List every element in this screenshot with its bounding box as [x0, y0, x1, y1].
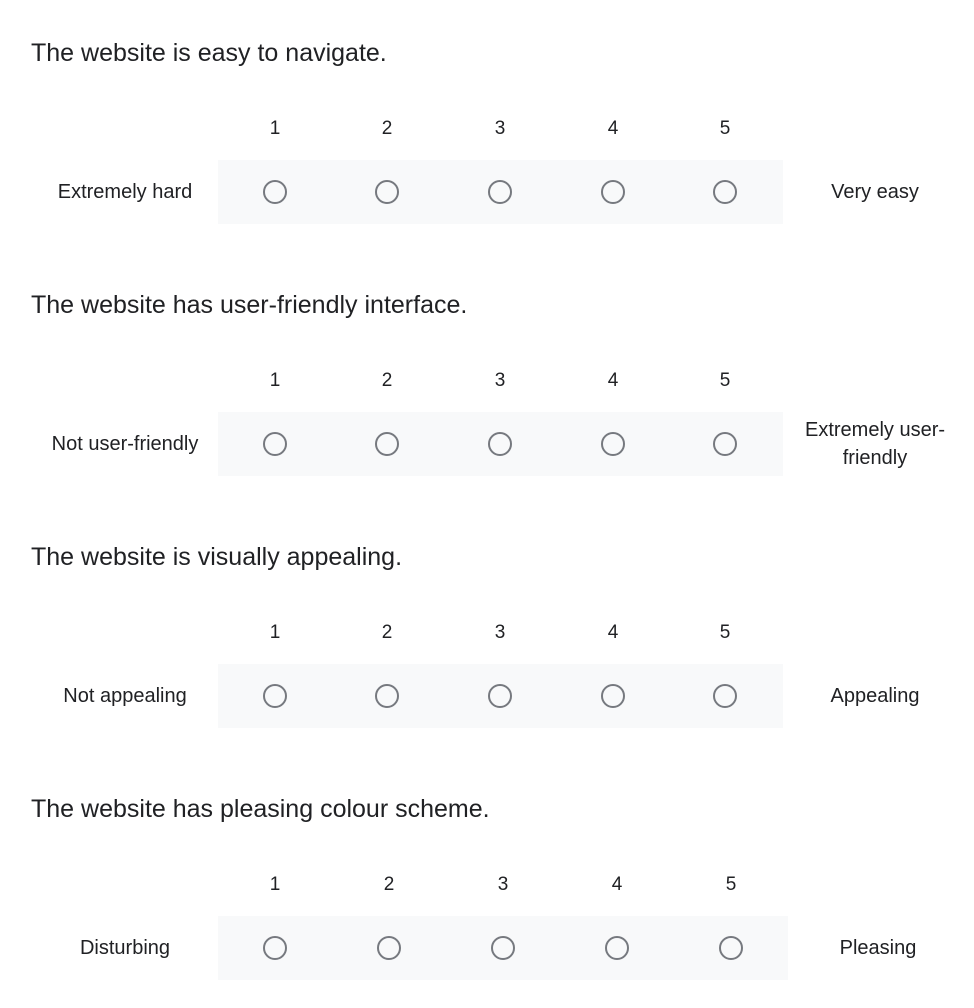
radio-option-3[interactable] — [488, 684, 512, 708]
radio-option-5[interactable] — [713, 684, 737, 708]
scale-number: 1 — [269, 622, 281, 643]
high-end-label: Very easy — [831, 181, 919, 203]
scale-number: 1 — [269, 118, 281, 139]
radio-option-2[interactable] — [375, 180, 399, 204]
scale-number: 4 — [607, 118, 619, 139]
question-title: The website has pleasing colour scheme. — [31, 795, 490, 823]
scale-number: 3 — [494, 118, 506, 139]
scale-number: 1 — [269, 874, 281, 895]
scale-number: 3 — [497, 874, 509, 895]
radio-option-4[interactable] — [601, 432, 625, 456]
radio-option-4[interactable] — [601, 180, 625, 204]
radio-option-1[interactable] — [263, 936, 287, 960]
scale-number: 4 — [611, 874, 623, 895]
question-pleasing-colour-scheme — [0, 756, 974, 1008]
scale-number: 1 — [269, 370, 281, 391]
radio-option-1[interactable] — [263, 684, 287, 708]
scale-number: 4 — [607, 370, 619, 391]
high-end-label: Extremely user-friendly — [804, 419, 946, 469]
radio-option-5[interactable] — [713, 432, 737, 456]
question-visually-appealing — [0, 504, 974, 756]
scale-number: 3 — [494, 622, 506, 643]
question-user-friendly-interface — [0, 252, 974, 504]
radio-option-2[interactable] — [375, 432, 399, 456]
scale-number: 2 — [383, 874, 395, 895]
radio-option-1[interactable] — [263, 180, 287, 204]
scale-number: 2 — [381, 622, 393, 643]
scale-number: 2 — [381, 118, 393, 139]
scale-number: 3 — [494, 370, 506, 391]
question-title: The website has user-friendly interface. — [31, 291, 468, 319]
question-title: The website is easy to navigate. — [31, 39, 387, 67]
radio-option-5[interactable] — [713, 180, 737, 204]
radio-option-2[interactable] — [377, 936, 401, 960]
low-end-label: Disturbing — [79, 937, 171, 959]
low-end-label: Not appealing — [63, 685, 187, 707]
scale-number: 5 — [719, 370, 731, 391]
radio-option-4[interactable] — [605, 936, 629, 960]
question-title: The website is visually appealing. — [31, 543, 403, 571]
scale-number: 5 — [725, 874, 737, 895]
radio-option-4[interactable] — [601, 684, 625, 708]
scale-number: 5 — [719, 118, 731, 139]
radio-option-5[interactable] — [719, 936, 743, 960]
high-end-label: Appealing — [830, 685, 920, 707]
question-easy-to-navigate — [0, 0, 974, 252]
scale-number: 4 — [607, 622, 619, 643]
radio-option-3[interactable] — [488, 180, 512, 204]
scale-number: 5 — [719, 622, 731, 643]
low-end-label: Extremely hard — [57, 181, 193, 203]
scale-number: 2 — [381, 370, 393, 391]
radio-option-1[interactable] — [263, 432, 287, 456]
high-end-label: Pleasing — [839, 937, 917, 959]
radio-option-3[interactable] — [488, 432, 512, 456]
radio-option-3[interactable] — [491, 936, 515, 960]
low-end-label: Not user-friendly — [51, 433, 199, 455]
radio-option-2[interactable] — [375, 684, 399, 708]
